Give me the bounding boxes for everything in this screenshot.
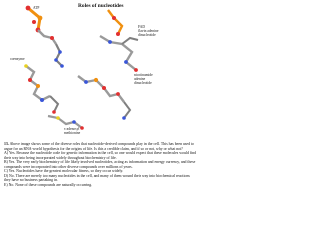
fad-label: FAD [138, 25, 145, 29]
nad-molecule [78, 76, 130, 120]
same-label-line-2: methionine [64, 131, 81, 135]
nucleotide-structures-illustration [0, 0, 200, 140]
same-label: s-adenosyl [64, 127, 80, 131]
question-13 [4, 142, 197, 187]
question-number: 13. [4, 142, 9, 146]
question-stem [4, 142, 197, 151]
fad-label-line-3: dinucleotide [138, 33, 156, 37]
coenzyme-label: coenzyme [10, 57, 25, 61]
answer-choice-a: A) Yes. Because the nucleotide code for genetic information in the cell, so one would expect that these molecules would find their way into being incorporated widely throughout biochemistry of life. [4, 151, 197, 160]
nad-label-line-2: adenine [134, 77, 146, 81]
fad-label-line-2: flavin adenine [138, 29, 159, 33]
question-text: Above image shows some of the diverse roles that nucleotide-derived compounds play in the cell. This has been used to argue for an RNA-world hypothesis for the origins of life. Is this a credible claim, and if so or not, why or what not? [4, 142, 194, 151]
page-title: Roles of nucleotides [78, 3, 124, 9]
answer-choice-c: C) Yes. Nucleotides have the greatest molecular fitness, so they occur widely. [4, 169, 124, 174]
nad-label-line-3: dinucleotide [134, 81, 152, 85]
answer-choice-b: B) Yes. The very early biochemistry of life likely involved nucleotides, acting as information and energy currency, and these compounds were incorporated into other diverse compounds over millions of years. [4, 160, 196, 169]
fad-molecule [100, 10, 138, 72]
atp-label: ATP [33, 6, 40, 10]
nad-label: nicotinamide [134, 73, 153, 77]
answer-choice-d: D) No. There are merely too many nucleotides in the cell, and many of them wound their way into biochemical reactions they have no business partaking in. [4, 173, 190, 183]
coenzyme-a-molecule [24, 64, 58, 114]
atp-molecule [26, 6, 64, 68]
answer-choice-e: E) No. None of these compounds are naturally occurring. [4, 182, 93, 187]
